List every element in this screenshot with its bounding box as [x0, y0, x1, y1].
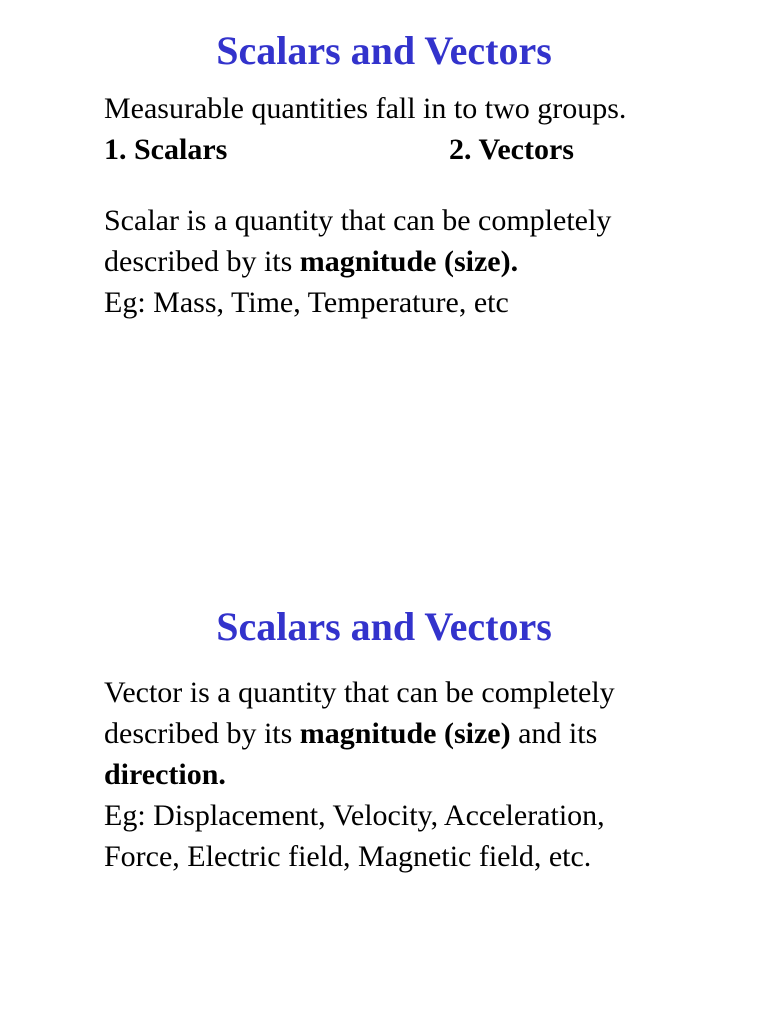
scalar-def-line-1: Scalar is a quantity that can be completely [104, 204, 612, 237]
vector-definition [104, 672, 744, 877]
groups-row [104, 129, 744, 170]
slide-vectors [0, 512, 768, 1024]
vector-def-text: described by its [104, 717, 300, 750]
intro-text: Measurable quantities fall in to two groups. [104, 92, 627, 125]
vector-def-text-post: and its [510, 717, 598, 750]
scalar-definition [104, 200, 744, 323]
scalar-def-line-2 [104, 241, 744, 282]
slide-title: Scalars and Vectors [216, 28, 552, 73]
scalar-magnitude-term: magnitude (size). [299, 245, 519, 278]
slide-title: Scalars and Vectors [216, 604, 552, 649]
intro-block [104, 88, 744, 170]
vector-def-line-2 [104, 713, 744, 754]
group-scalars-label: 1. Scalars [104, 133, 228, 166]
vector-examples-line-2: Force, Electric field, Magnetic field, etc. [104, 840, 592, 873]
vector-def-line-1: Vector is a quantity that can be completely [104, 676, 615, 709]
scalar-examples: Eg: Mass, Time, Temperature, etc [104, 286, 509, 319]
vector-direction-term: direction. [104, 758, 226, 791]
scalar-def-text: described by its [104, 245, 300, 278]
group-vectors-label: 2. Vectors [449, 133, 574, 166]
vector-magnitude-term: magnitude (size) [299, 717, 511, 750]
vector-examples-line-1: Eg: Displacement, Velocity, Acceleration, [104, 799, 605, 832]
